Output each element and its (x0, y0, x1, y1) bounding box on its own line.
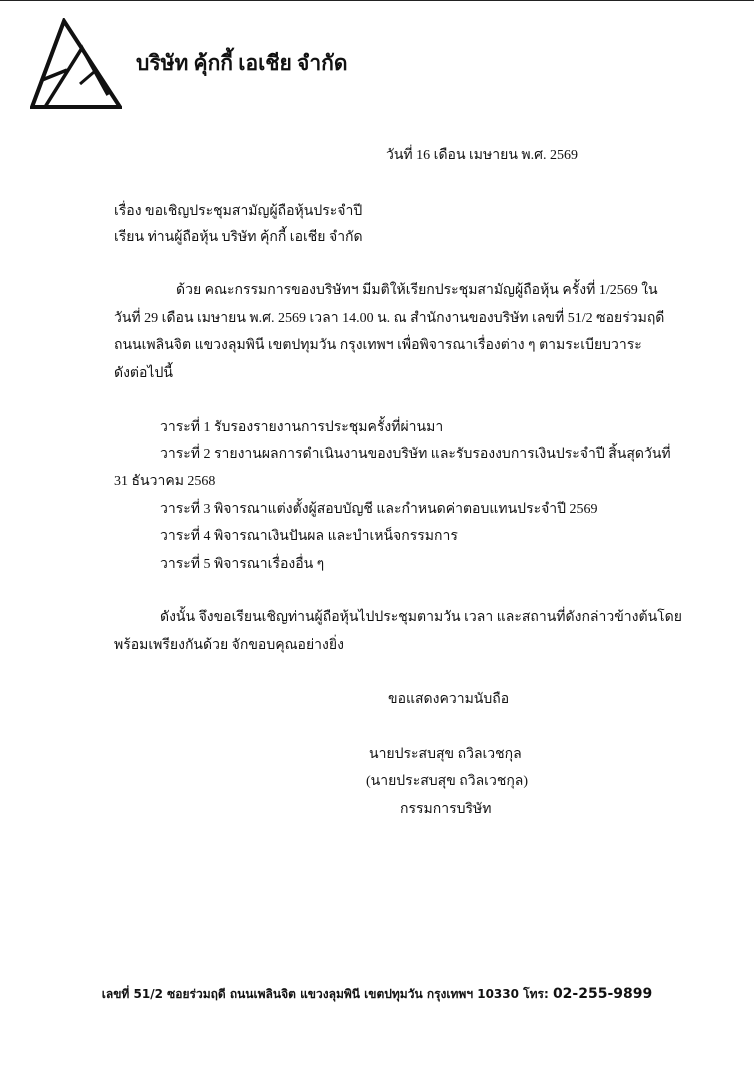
agenda-item: วาระที่ 3 พิจารณาแต่งตั้งผู้สอบบัญชี และกำหนดค่าตอบแทนประจำปี 2569 (160, 502, 598, 517)
signature-title: กรรมการบริษัท (400, 802, 492, 817)
intro-line: ถนนเพลินจิต แขวงลุมพินี เขตปทุมวัน กรุงเทพฯ เพื่อพิจารณาเรื่องต่าง ๆ ตามระเบียบวาระ (114, 338, 642, 353)
letter-date: วันที่ 16 เดือน เมษายน พ.ศ. 2569 (386, 148, 579, 163)
intro-line: ด้วย คณะกรรมการของบริษัทฯ มีมติให้เรียกประชุมสามัญผู้ถือหุ้น ครั้งที่ 1/2569 ใน (176, 283, 658, 298)
letter-subject: เรื่อง ขอเชิญประชุมสามัญผู้ถือหุ้นประจำปี (114, 204, 363, 219)
company-name: บริษัท คุ้กกี้ เอเชีย จำกัด (136, 51, 348, 75)
footer-address-text: เลขที่ 51/2 ซอยร่วมฤดี ถนนเพลินจิต แขวงลุมพินี เขตปทุมวัน กรุงเทพฯ 10330 โทร: (101, 987, 553, 1001)
signature-name: นายประสบสุข ถวิลเวชกุล (369, 747, 522, 762)
footer-phone: 02-255-9899 (552, 986, 653, 1002)
signature-name-parenthesized: (นายประสบสุข ถวิลเวชกุล) (366, 774, 529, 789)
agenda-item: วาระที่ 1 รับรองรายงานการประชุมครั้งที่ผ่านมา (160, 420, 444, 435)
footer-address (60, 984, 694, 1004)
intro-line: วันที่ 29 เดือน เมษายน พ.ศ. 2569 เวลา 14.00 น. ณ สำนักงานของบริษัท เลขที่ 51/2 ซอยร่วมฤดี (114, 311, 665, 326)
agenda-item: วาระที่ 2 รายงานผลการดำเนินงานของบริษัท และรับรองงบการเงินประจำปี สิ้นสุดวันที่ (160, 447, 671, 462)
agenda-item: วาระที่ 4 พิจารณาเงินปันผล และบำเหน็จกรรมการ (160, 529, 458, 544)
triangle-logo-icon (30, 18, 122, 110)
closing-line: ดังนั้น จึงขอเรียนเชิญท่านผู้ถือหุ้นไปประชุมตามวัน เวลา และสถานที่ดังกล่าวข้างต้นโดย (160, 610, 682, 625)
closing-line: พร้อมเพรียงกันด้วย จักขอบคุณอย่างยิ่ง (114, 638, 344, 653)
intro-line: ดังต่อไปนี้ (114, 366, 173, 381)
agenda-item: วาระที่ 5 พิจารณาเรื่องอื่น ๆ (160, 557, 325, 572)
letter-recipient: เรียน ท่านผู้ถือหุ้น บริษัท คุ้กกี้ เอเชีย จำกัด (114, 230, 363, 245)
agenda-item-continuation: 31 ธันวาคม 2568 (114, 474, 216, 489)
top-border (0, 0, 754, 1)
regards-text: ขอแสดงความนับถือ (388, 692, 510, 707)
